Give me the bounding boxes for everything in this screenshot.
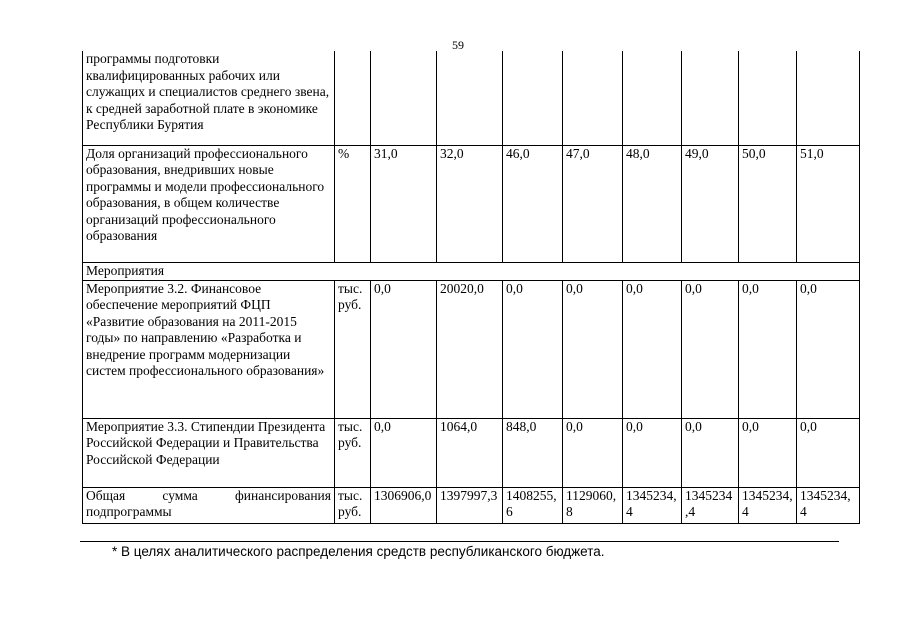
value-cell: 51,0	[797, 145, 860, 262]
value-cell	[563, 51, 623, 145]
value-cell: 20020,0	[437, 280, 503, 418]
value-cell: 0,0	[623, 280, 682, 418]
section-row	[83, 262, 860, 280]
value-cell: 0,0	[371, 418, 437, 487]
value-cell: 848,0	[503, 418, 563, 487]
value-cell: 31,0	[371, 145, 437, 262]
indicators-table	[82, 51, 860, 524]
section-heading: Мероприятия	[83, 262, 860, 280]
value-cell	[503, 51, 563, 145]
value-cell: 0,0	[797, 418, 860, 487]
value-cell: 0,0	[563, 280, 623, 418]
value-cell: 0,0	[682, 280, 739, 418]
value-cell: 0,0	[682, 418, 739, 487]
indicator-cell: Мероприятие 3.3. Стипендии Президента Российской Федерации и Правительства Российской Федерации	[83, 418, 335, 487]
value-cell: 47,0	[563, 145, 623, 262]
unit-cell: тыс. руб.	[335, 418, 371, 487]
value-cell: 50,0	[739, 145, 797, 262]
value-cell: 1345234,4	[682, 487, 739, 523]
value-cell: 0,0	[739, 280, 797, 418]
value-cell: 48,0	[623, 145, 682, 262]
table-row	[83, 487, 860, 523]
unit-cell: тыс. руб.	[335, 487, 371, 523]
value-cell: 1345234,4	[623, 487, 682, 523]
indicator-cell: программы подготовки квалифицированных рабочих или служащих и специалистов среднего звена, к средней заработной плате в экономике Республики Бурятия	[83, 51, 335, 145]
unit-cell	[335, 51, 371, 145]
value-cell	[682, 51, 739, 145]
value-cell: 1345234,4	[797, 487, 860, 523]
table-row	[83, 280, 860, 418]
value-cell	[371, 51, 437, 145]
table-row	[83, 418, 860, 487]
footnote: * В целях аналитического распределения средств республиканского бюджета.	[112, 544, 605, 559]
value-cell: 46,0	[503, 145, 563, 262]
value-cell: 1129060,8	[563, 487, 623, 523]
value-cell: 0,0	[503, 280, 563, 418]
value-cell: 32,0	[437, 145, 503, 262]
table-row	[83, 145, 860, 262]
value-cell: 1306906,0	[371, 487, 437, 523]
value-cell	[797, 51, 860, 145]
value-cell: 0,0	[563, 418, 623, 487]
value-cell: 0,0	[623, 418, 682, 487]
value-cell: 1064,0	[437, 418, 503, 487]
value-cell	[739, 51, 797, 145]
value-cell: 1408255,6	[503, 487, 563, 523]
value-cell: 0,0	[739, 418, 797, 487]
value-cell: 1345234,4	[739, 487, 797, 523]
value-cell	[623, 51, 682, 145]
value-cell: 0,0	[797, 280, 860, 418]
value-cell: 0,0	[371, 280, 437, 418]
indicator-cell: Мероприятие 3.2. Финансовое обеспечение мероприятий ФЦП «Развитие образования на 2011-2015 годы» по направлению «Разработка и внедрение программ модернизации систем профессионального образования»	[83, 280, 335, 418]
indicator-cell: Доля организаций профессионального образования, внедривших новые программы и модели профессионального образования, в общем количестве организаций профессионального образования	[83, 145, 335, 262]
footnote-divider	[80, 541, 839, 542]
indicator-cell: Общая сумма финансирования подпрограммы	[83, 487, 335, 523]
value-cell: 49,0	[682, 145, 739, 262]
unit-cell: тыс. руб.	[335, 280, 371, 418]
value-cell	[437, 51, 503, 145]
value-cell: 1397997,3	[437, 487, 503, 523]
page-number: 59	[452, 38, 464, 52]
unit-cell: %	[335, 145, 371, 262]
table-row	[83, 51, 860, 145]
